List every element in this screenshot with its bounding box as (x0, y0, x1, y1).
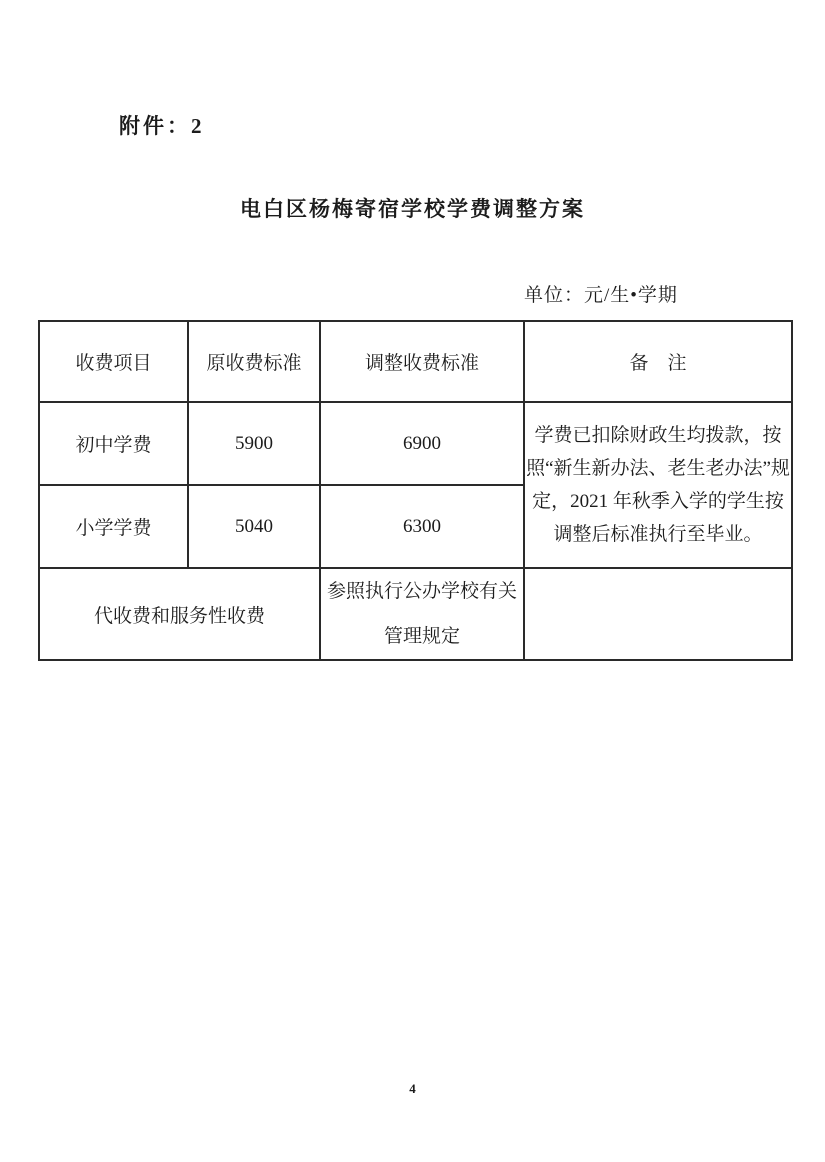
cell-fee-item: 小学学费 (39, 485, 188, 568)
document-title: 电白区杨梅寄宿学校学费调整方案 (240, 197, 585, 221)
header-adjusted-standard: 调整收费标准 (320, 321, 524, 402)
cell-footer-remarks (524, 568, 792, 660)
cell-adjusted-standard: 6300 (320, 485, 524, 568)
header-remarks: 备 注 (524, 321, 792, 402)
table-header-row (39, 321, 792, 402)
header-original-standard: 原收费标准 (188, 321, 320, 402)
cell-footer-item: 代收费和服务性收费 (39, 568, 320, 660)
cell-footer-standard: 参照执行公办学校有关管理规定 (320, 568, 524, 660)
cell-adjusted-standard: 6900 (320, 402, 524, 485)
header-fee-item: 收费项目 (39, 321, 188, 402)
table-row-junior-high (39, 402, 792, 485)
cell-original-standard: 5900 (188, 402, 320, 485)
attachment-label: 附件：2 (119, 114, 205, 138)
cell-remarks-merged: 学费已扣除财政生均拨款，按照“新生新办法、老生老办法”规定，2021 年秋季入学的学生按调整后标准执行至毕业。 (524, 402, 792, 568)
table-footer-row (39, 568, 792, 660)
cell-fee-item: 初中学费 (39, 402, 188, 485)
unit-label: 单位：元/生•学期 (524, 285, 678, 306)
fee-table (38, 320, 793, 661)
page-number: 4 (409, 1081, 416, 1096)
cell-original-standard: 5040 (188, 485, 320, 568)
